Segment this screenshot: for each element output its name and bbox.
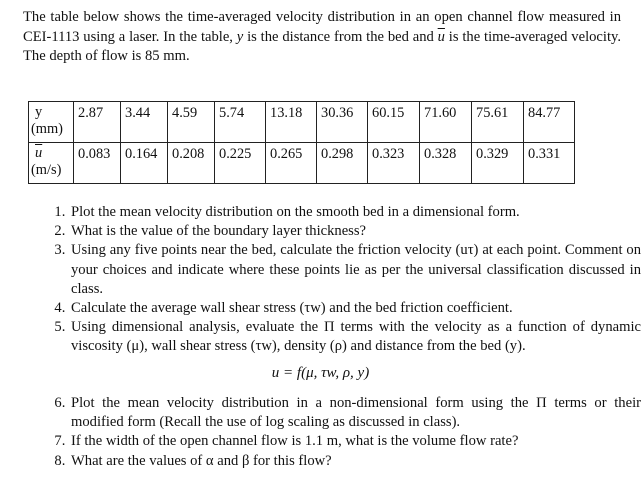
table-cell: 0.298 bbox=[317, 143, 368, 184]
list-item: 1. Plot the mean velocity distribution on the smooth bed in a dimensional form. bbox=[69, 203, 641, 222]
table-cell: 13.18 bbox=[266, 102, 317, 143]
list-item: 2. What is the value of the boundary layer thickness? bbox=[69, 222, 641, 241]
question-list-part-2 bbox=[50, 394, 641, 471]
intro-part-2: is the distance from the bed and bbox=[243, 28, 438, 45]
table-cell: 0.265 bbox=[266, 143, 317, 184]
table-cell: 84.77 bbox=[524, 102, 575, 143]
table-cell: 0.208 bbox=[168, 143, 215, 184]
row-y-unit: (mm) bbox=[31, 121, 63, 137]
table-cell: 2.87 bbox=[74, 102, 121, 143]
table-row-header-y bbox=[29, 102, 74, 143]
table-cell: 4.59 bbox=[168, 102, 215, 143]
table-cell: 3.44 bbox=[121, 102, 168, 143]
table-row-y bbox=[29, 102, 575, 143]
row-u-label: $\overline{u}$ bbox=[35, 145, 43, 161]
table-row-header-u bbox=[29, 143, 74, 184]
table-cell: 75.61 bbox=[472, 102, 524, 143]
table-cell: 30.36 bbox=[317, 102, 368, 143]
velocity-table bbox=[28, 101, 575, 184]
table-cell: 0.164 bbox=[121, 143, 168, 184]
table-cell: 0.329 bbox=[472, 143, 524, 184]
row-u-unit: (m/s) bbox=[31, 162, 62, 178]
list-item: 3. Using any five points near the bed, calculate the friction velocity (uτ) at each point. Comment on your choices and indicate where these points lie as per the universal classification discussed in class. bbox=[69, 241, 641, 299]
intro-part-3: is the time-averaged velocity. The depth of flow is 85 mm. bbox=[23, 28, 622, 64]
table-cell: 60.15 bbox=[368, 102, 420, 143]
list-item: 4. Calculate the average wall shear stress (τw) and the bed friction coefficient. bbox=[69, 299, 641, 318]
table-cell: 0.225 bbox=[215, 143, 266, 184]
table-cell: 0.331 bbox=[524, 143, 575, 184]
intro-paragraph bbox=[23, 8, 621, 67]
question-list-part-1 bbox=[50, 203, 641, 357]
list-item: 8. What are the values of α and β for this flow? bbox=[69, 452, 641, 471]
intro-part-1: The table below shows the time-averaged velocity distribution in an open channel flow measured in CEI-1113 using a laser. In the table, bbox=[23, 9, 621, 45]
intro-var-y: y bbox=[236, 28, 244, 45]
list-item: 7. If the width of the open channel flow is 1.1 m, what is the volume flow rate? bbox=[69, 432, 641, 451]
equation: u = f(μ, τw, ρ, y) bbox=[271, 365, 370, 381]
list-item: 5. Using dimensional analysis, evaluate the Π terms with the velocity as a function of dynamic viscosity (μ), wall shear stress (τw), density (ρ) and distance from the bed (y). bbox=[69, 318, 641, 356]
table-cell: 71.60 bbox=[420, 102, 472, 143]
intro-var-u: $\overline{u}$ bbox=[437, 28, 445, 45]
table-cell: 0.323 bbox=[368, 143, 420, 184]
table-cell: 5.74 bbox=[215, 102, 266, 143]
row-y-label: y bbox=[35, 104, 43, 120]
list-item: 6. Plot the mean velocity distribution in a non-dimensional form using the Π terms or their modified form (Recall the use of log scaling as discussed in class). bbox=[69, 394, 641, 432]
table-row-u bbox=[29, 143, 575, 184]
table-cell: 0.328 bbox=[420, 143, 472, 184]
table-cell: 0.083 bbox=[74, 143, 121, 184]
